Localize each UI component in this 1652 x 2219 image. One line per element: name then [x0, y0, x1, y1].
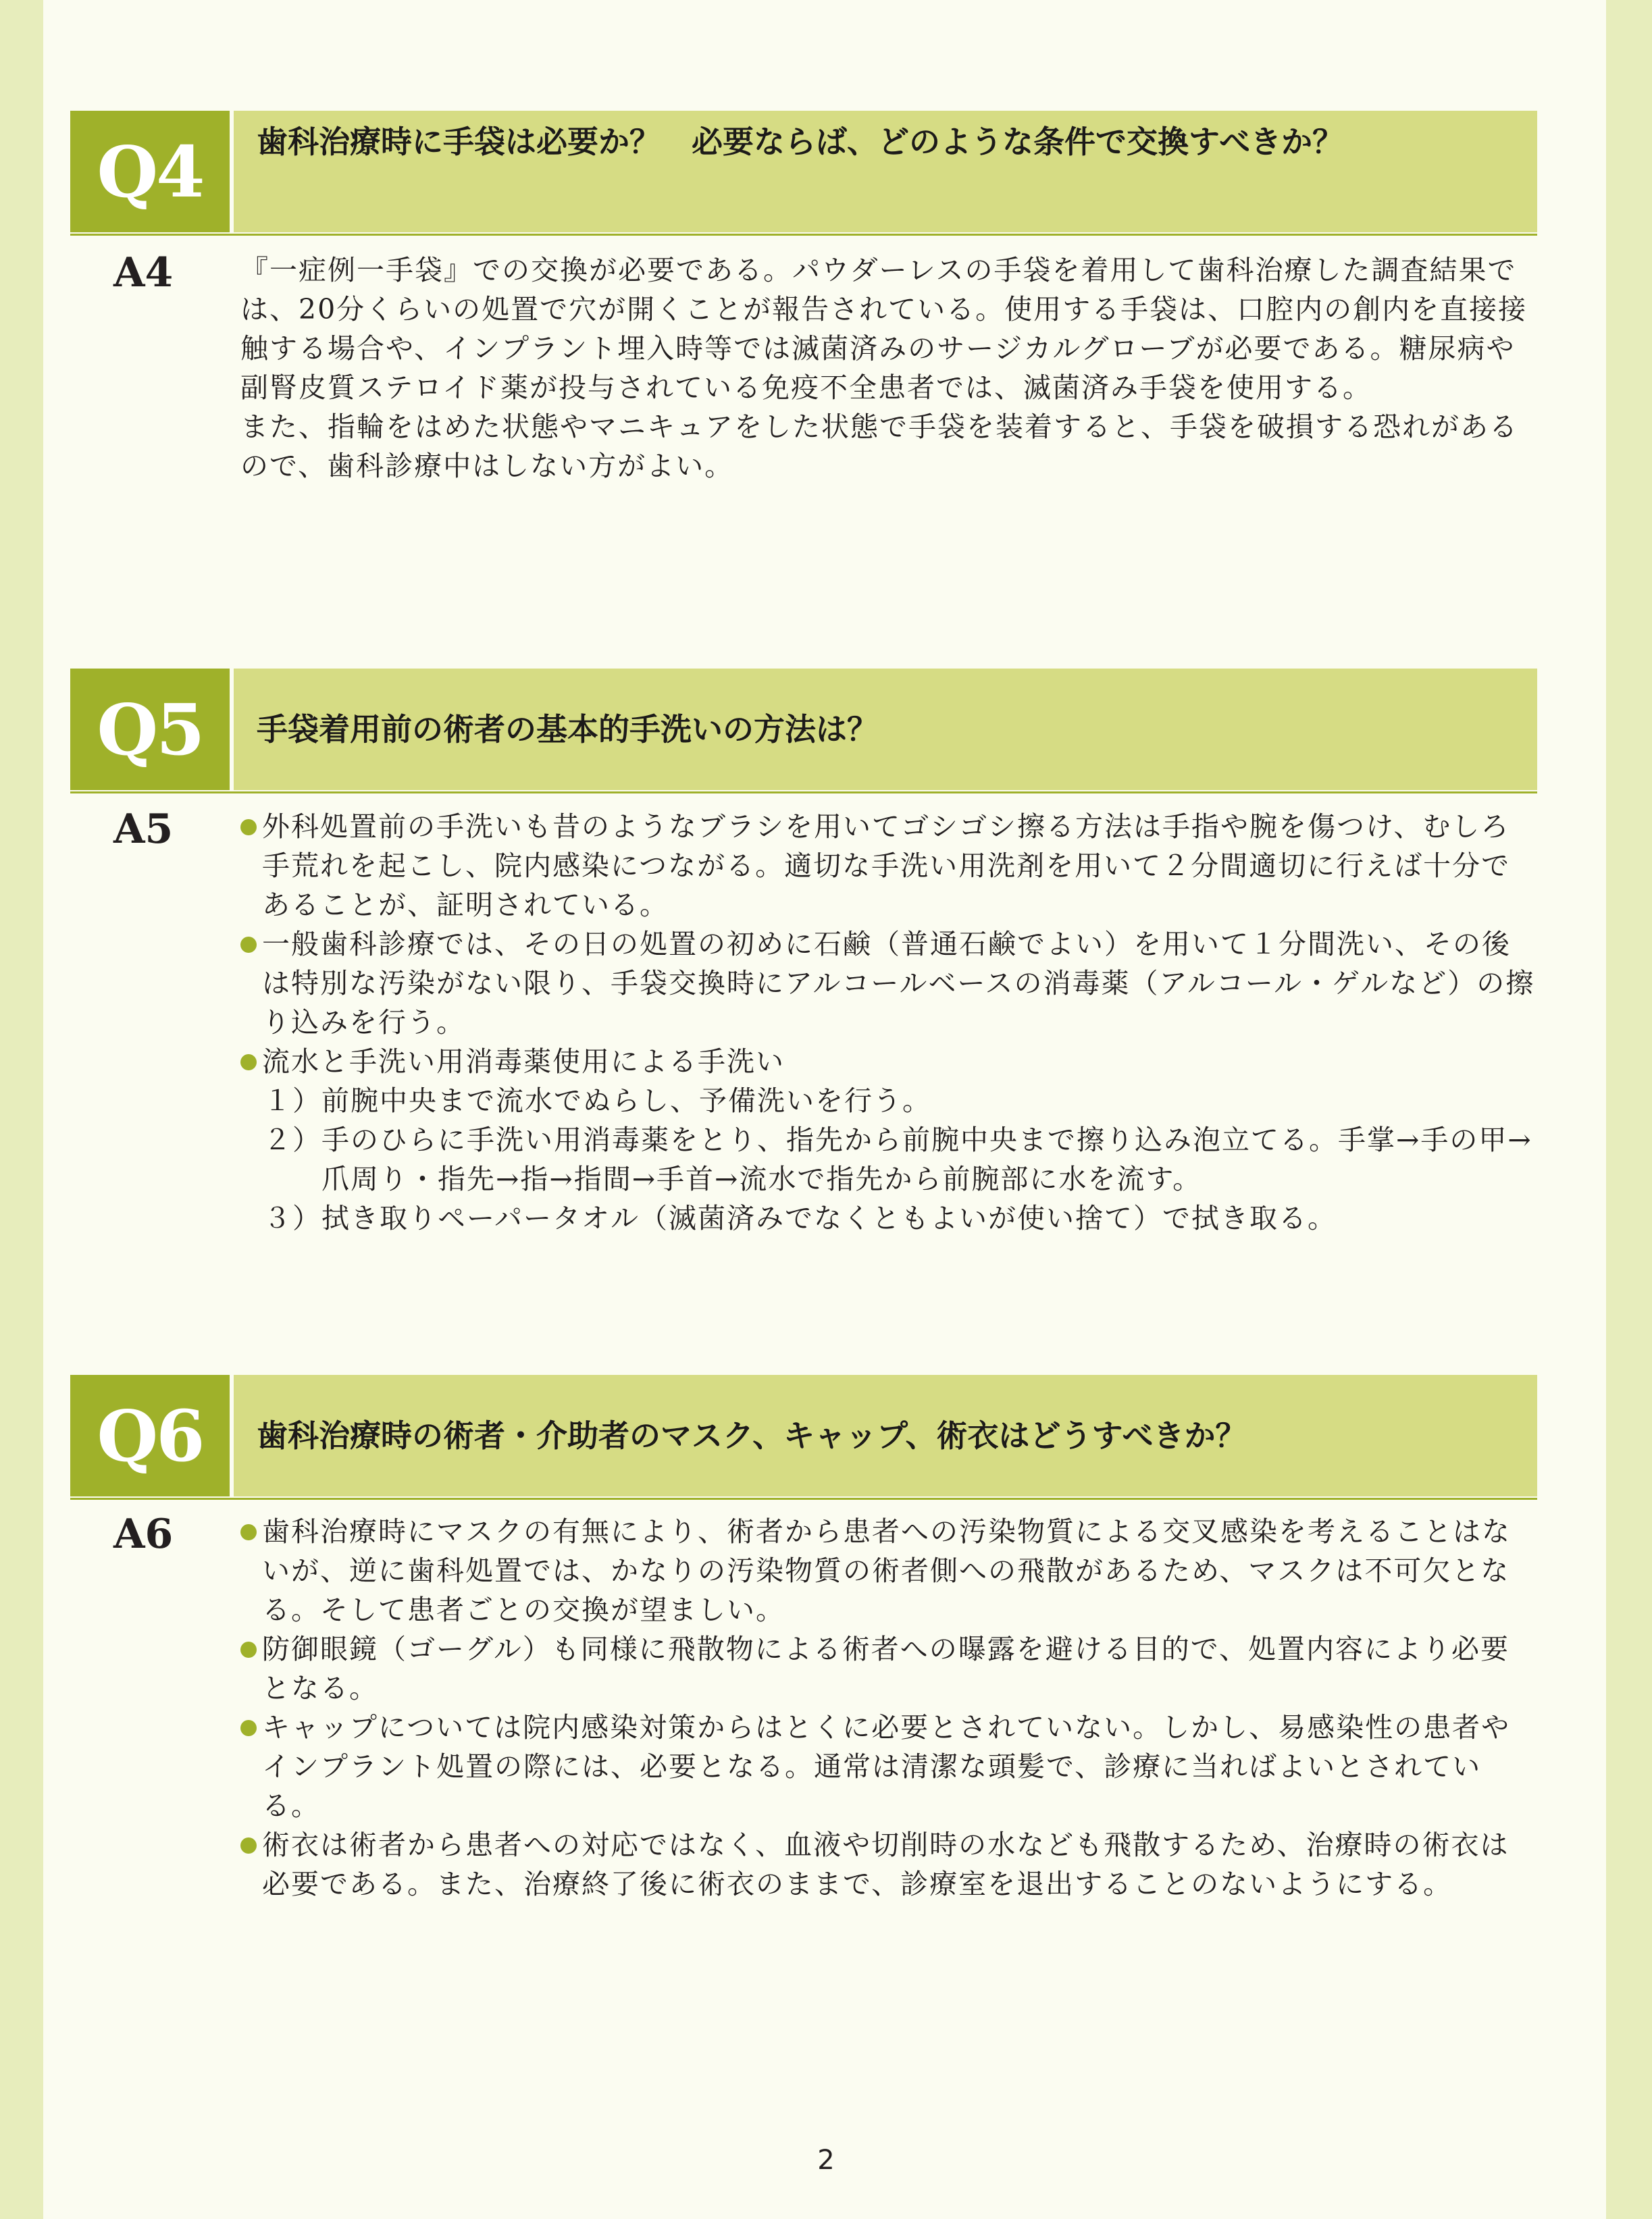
list-item: キャップについては院内感染対策からはとくに必要とされていない。しかし、易感染性の患者やインプラント処置の際には、必要となる。通常は清潔な頭髪で、診療に当ればよいとされている。: [240, 1708, 1537, 1825]
answer-body: [240, 251, 1537, 486]
list-item: 歯科治療時にマスクの有無により、術者から患者への汚染物質による交叉感染を考えることはないが、逆に歯科処置では、かなりの汚染物質の術者側への飛散があるため、マスクは不可欠となる。そして患者ごとの交換が望ましい。: [240, 1512, 1537, 1629]
bullet-dot-icon: [240, 1642, 257, 1658]
question-label: Q5: [70, 669, 230, 790]
answer-label: A5: [113, 806, 174, 853]
question-bar: [70, 1375, 1537, 1496]
answer-label: A6: [113, 1511, 174, 1558]
question-label: Q4: [70, 111, 230, 232]
answer-label: A4: [113, 249, 174, 296]
answer-paragraph: また、指輪をはめた状態やマニキュアをした状態で手袋を装着すると、手袋を破損する恐れがあるので、歯科診療中はしない方がよい。: [240, 411, 1518, 482]
bullet-dot-icon: [240, 1524, 257, 1540]
bullet-dot-icon: [240, 1837, 257, 1854]
step-item: ３） 拭き取りペーパータオル（滅菌済みでなくともよいが使い捨て）で拭き取る。: [263, 1202, 1337, 1234]
answer-body: [240, 807, 1537, 1238]
qa-section-q5: [70, 669, 1537, 1293]
page-number: 2: [817, 2145, 835, 2176]
question-label: Q6: [70, 1375, 230, 1496]
question-title: 歯科治療時の術者・介助者のマスク、キャップ、術衣はどうすべきか？: [234, 1375, 1537, 1496]
step-item: ２） 手のひらに手洗い用消毒薬をとり、指先から前腕中央まで擦り込み泡立てる。手掌→手の甲→爪周り・指先→指→指間→手首→流水で指先から前腕部に水を流す。: [263, 1124, 1532, 1195]
bullet-dot-icon: [240, 1054, 257, 1070]
question-bar: [70, 669, 1537, 790]
list-item: 流水と手洗い用消毒薬使用による手洗い: [240, 1042, 1537, 1081]
divider: [70, 791, 1537, 793]
list-item: 外科処置前の手洗いも昔のようなブラシを用いてゴシゴシ擦る方法は手指や腕を傷つけ、むしろ手荒れを起こし、院内感染につながる。適切な手洗い用洗剤を用いて２分間適切に行えば十分であることが、証明されている。: [240, 807, 1537, 924]
qa-section-q4: [70, 111, 1537, 541]
divider: [70, 234, 1537, 236]
bullet-dot-icon: [240, 937, 257, 953]
bullet-dot-icon: [240, 1720, 257, 1736]
question-title: 手袋着用前の術者の基本的手洗いの方法は？: [234, 669, 1537, 790]
question-bar: [70, 111, 1537, 232]
bullet-dot-icon: [240, 819, 257, 835]
divider: [70, 1498, 1537, 1500]
answer-body: [240, 1512, 1537, 1904]
list-item: 防御眼鏡（ゴーグル）も同様に飛散物による術者への曝露を避ける目的で、処置内容により必要となる。: [240, 1629, 1537, 1708]
list-item: 術衣は術者から患者への対応ではなく、血液や切削時の水なども飛散するため、治療時の術衣は必要である。また、治療終了後に術衣のままで、診療室を退出することのないようにする。: [240, 1825, 1537, 1904]
list-item: 一般歯科診療では、その日の処置の初めに石鹸（普通石鹸でよい）を用いて１分間洗い、その後は特別な汚染がない限り、手袋交換時にアルコールベースの消毒薬（アルコール・ゲルなど）の擦り込みを行う。: [240, 924, 1537, 1042]
answer-paragraph: 『一症例一手袋』での交換が必要である。パウダーレスの手袋を着用して歯科治療した調査結果では、20分くらいの処置で穴が開くことが報告されている。使用する手袋は、口腔内の創内を直接接触する場合や、インプラント埋入時等では滅菌済みのサージカルグローブが必要である。糖尿病や副腎皮質ステロイド薬が投与されている免疫不全患者では、滅菌済み手袋を使用する。: [240, 254, 1528, 404]
question-title: 歯科治療時に手袋は必要か？ 必要ならば、どのような条件で交換すべきか？: [234, 111, 1537, 232]
qa-section-q6: [70, 1375, 1537, 2025]
step-item: １） 前腕中央まで流水でぬらし、予備洗いを行う。: [263, 1085, 931, 1117]
